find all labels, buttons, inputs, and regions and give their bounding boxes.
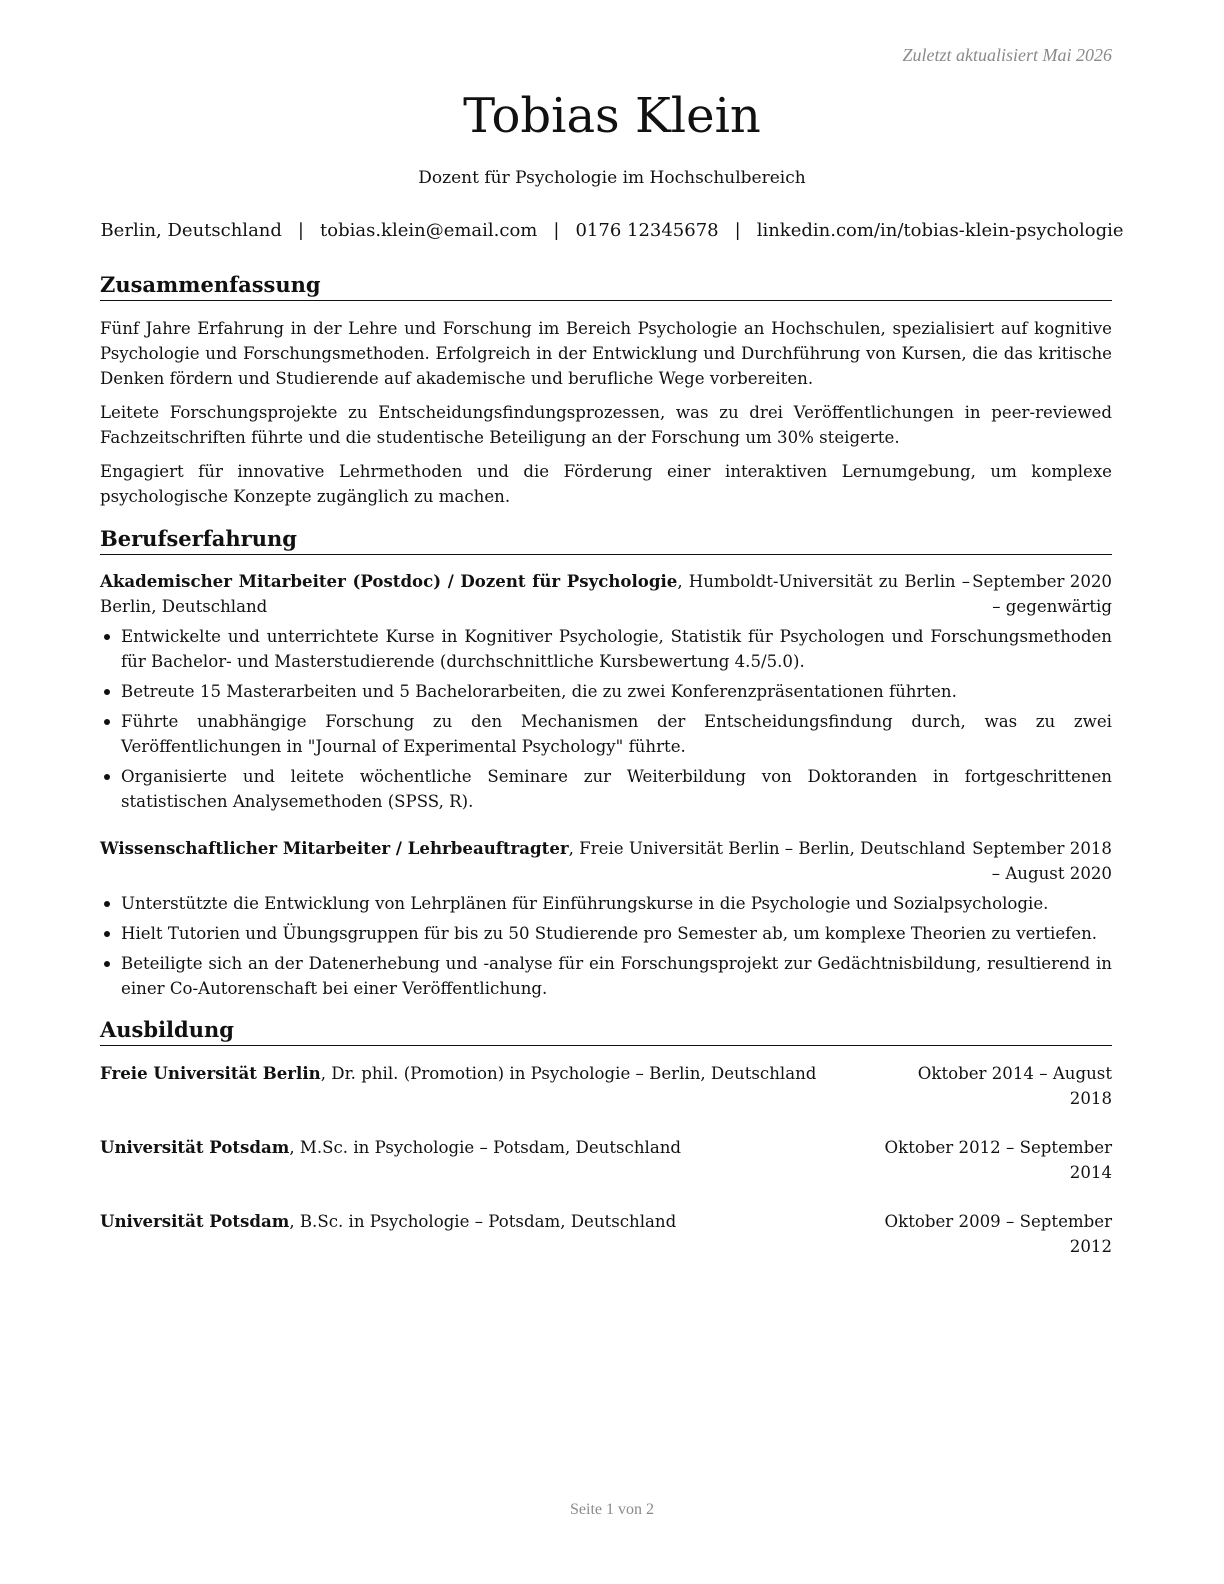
education-school: Universität Potsdam (100, 1137, 290, 1157)
contact-separator: | (734, 220, 741, 241)
education-entry (100, 1061, 1112, 1111)
experience-section (100, 524, 1112, 1001)
job-subtitle: Dozent für Psychologie im Hochschulbereich (418, 168, 806, 188)
education-school: Universität Potsdam (100, 1211, 290, 1231)
job-bullet: Führte unabhängige Forschung zu den Mechanismen der Entscheidungsfindung durch, was zu zwei Veröffentlichungen in "Journal of Experimental Psychology" führte. (100, 709, 1112, 759)
job-bullet: Hielt Tutorien und Übungsgruppen für bis zu 50 Studierende pro Semester ab, um komplexe Theorien zu vertiefen. (100, 921, 1112, 946)
education-date: Oktober 2012 – September 2014 (884, 1138, 1112, 1182)
last-updated: Zuletzt aktualisiert Mai 2026 (902, 45, 1112, 65)
contact-email[interactable]: tobias.klein@email.com (320, 220, 538, 241)
education-description (100, 1209, 860, 1259)
education-degree: , M.Sc. in Psychologie – Potsdam, Deutschland (289, 1138, 682, 1157)
job-bullets (100, 891, 1112, 1001)
job-title-line (100, 836, 970, 886)
job-title-line (100, 569, 970, 619)
contact-phone: 0176 12345678 (575, 220, 719, 241)
education-entry (100, 1209, 1112, 1259)
job-bullet: Entwickelte und unterrichtete Kurse in Kognitiver Psychologie, Statistik für Psychologen und Forschungsmethoden für Bachelor- und Masterstudierende (durchschnittliche Kursbewertung 4.5/5.0). (100, 624, 1112, 674)
section-heading-experience: Berufserfahrung (100, 524, 1112, 555)
education-date: Oktober 2009 – September 2012 (884, 1212, 1112, 1256)
contact-linkedin[interactable]: linkedin.com/in/tobias-klein-psychologie (756, 220, 1124, 241)
job-organization: , Freie Universität Berlin – Berlin, Deutschland (568, 839, 966, 858)
contact-separator: | (297, 220, 304, 241)
summary-paragraph: Fünf Jahre Erfahrung in der Lehre und Forschung im Bereich Psychologie an Hochschulen, spezialisiert auf kognitive Psychologie und Forschungsmethoden. Erfolgreich in der Entwicklung und Durchführung von Kursen, die das kritische Denken fördern und Studierende auf akademische und berufliche Wege vorbereiten. (100, 319, 1112, 388)
education-degree: , B.Sc. in Psychologie – Potsdam, Deutschland (289, 1212, 677, 1231)
resume-content (100, 270, 1112, 1259)
job-bullet: Organisierte und leitete wöchentliche Seminare zur Weiterbildung von Doktoranden in fortgeschrittenen statistischen Analysemethoden (SPSS, R). (100, 764, 1112, 814)
education-degree: , Dr. phil. (Promotion) in Psychologie – Berlin, Deutschland (320, 1064, 817, 1083)
job-organization: , Humboldt-Universität zu Berlin – Berlin, Deutschland (100, 572, 971, 616)
section-heading-education: Ausbildung (100, 1015, 1112, 1046)
page-number: Seite 1 von 2 (570, 1501, 654, 1518)
job-header (100, 569, 1112, 619)
person-name: Tobias Klein (463, 88, 761, 144)
job-title: Akademischer Mitarbeiter (Postdoc) / Dozent für Psychologie (100, 571, 678, 591)
summary-paragraph: Leitete Forschungsprojekte zu Entscheidungsfindungsprozessen, was zu drei Veröffentlichungen in peer-reviewed Fachzeitschriften führte und die studentische Beteiligung an der Forschung um 30% steigerte. (100, 403, 1112, 447)
contact-location: Berlin, Deutschland (100, 220, 282, 241)
contact-line (0, 220, 1224, 241)
education-description (100, 1061, 860, 1111)
education-entry (100, 1135, 1112, 1185)
summary-paragraph: Engagiert für innovative Lehrmethoden und die Förderung einer interaktiven Lernumgebung, um komplexe psychologische Konzepte zugänglich zu machen. (100, 462, 1112, 506)
job-bullet: Betreute 15 Masterarbeiten und 5 Bachelorarbeiten, die zu zwei Konferenzpräsentationen führten. (100, 679, 1112, 704)
job-header (100, 836, 1112, 886)
section-heading-summary: Zusammenfassung (100, 270, 1112, 301)
job-entry (100, 836, 1112, 1001)
job-bullet: Beteiligte sich an der Datenerhebung und -analyse für ein Forschungsprojekt zur Gedächtnisbildung, resultierend in einer Co-Autorenschaft bei einer Veröffentlichung. (100, 951, 1112, 1001)
education-date: Oktober 2014 – August 2018 (917, 1064, 1112, 1108)
contact-separator: | (553, 220, 560, 241)
summary-section (100, 270, 1112, 509)
job-date: September 2020 – gegenwärtig (972, 572, 1112, 616)
job-title: Wissenschaftlicher Mitarbeiter / Lehrbeauftragter (100, 838, 569, 858)
education-description (100, 1135, 860, 1185)
education-school: Freie Universität Berlin (100, 1063, 321, 1083)
education-section (100, 1015, 1112, 1259)
job-entry (100, 569, 1112, 814)
job-bullet: Unterstützte die Entwicklung von Lehrplänen für Einführungskurse in die Psychologie und Sozialpsychologie. (100, 891, 1112, 916)
job-date: September 2018 – August 2020 (972, 839, 1112, 883)
job-bullets (100, 624, 1112, 814)
